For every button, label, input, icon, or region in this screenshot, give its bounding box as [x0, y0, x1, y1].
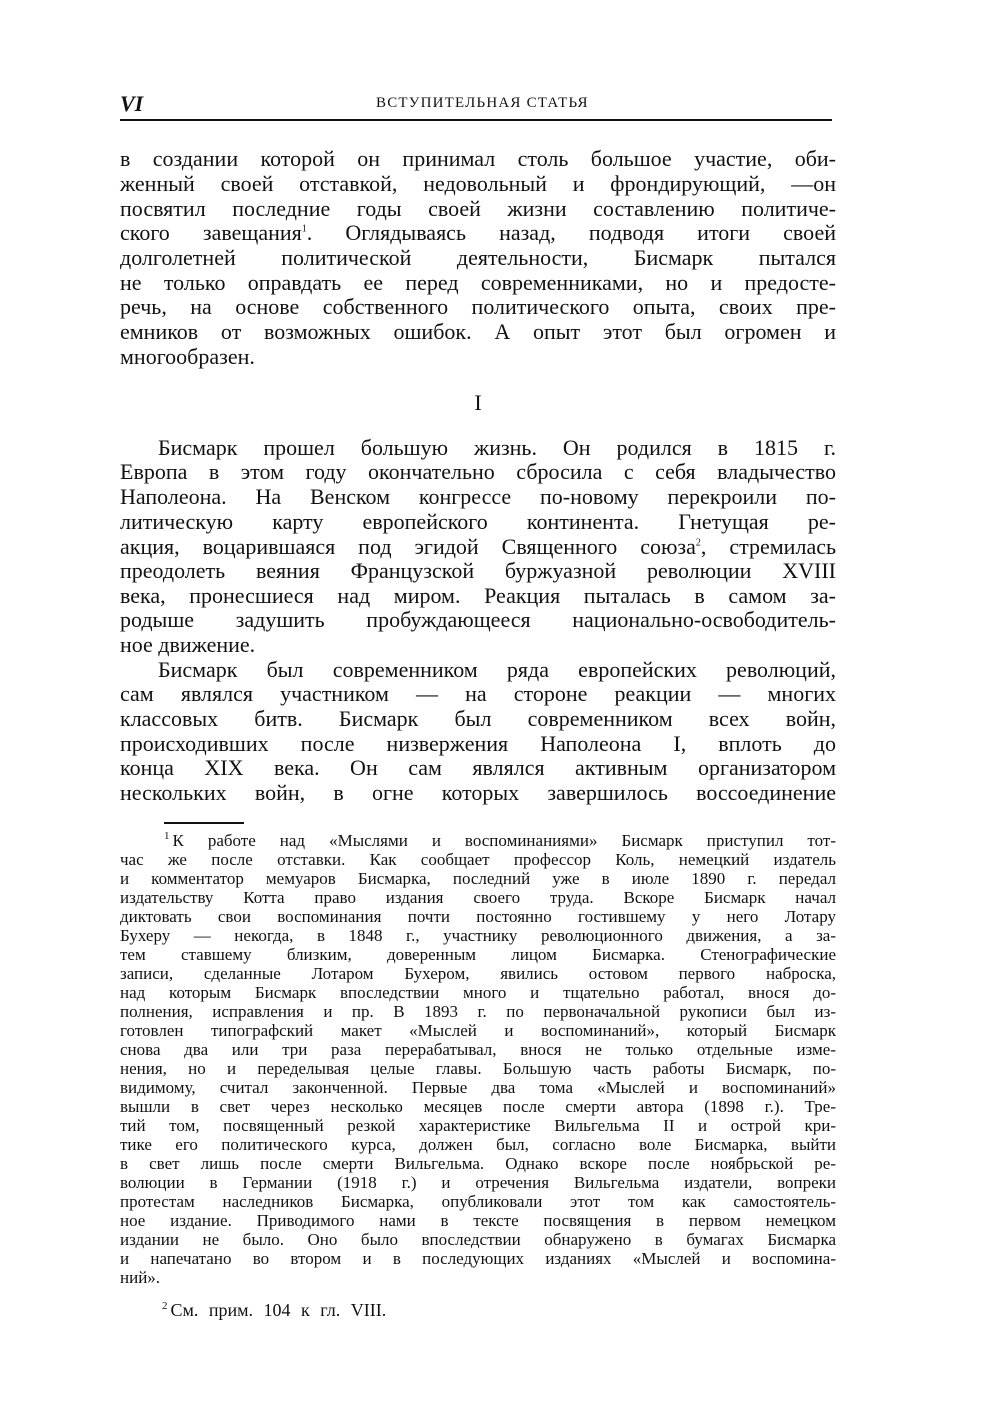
intro-line [120, 221, 836, 245]
section-line: происходивших после низвержения Наполеона I, вплоть до [120, 731, 836, 756]
section-line: литическую карту европейского континента. Гнетущая ре- [120, 509, 836, 534]
footnote-marker-2: 2 [162, 1300, 168, 1312]
section-line: преодолеть веяния Французской буржуазной революции XVIII [120, 558, 836, 583]
section-line: родыше задушить пробуждающееся национально-освободитель- [120, 607, 836, 632]
intro-line: речь, на основе собственного политического опыта, своих пре- [120, 294, 836, 319]
footnote-line: ний». [120, 1268, 161, 1287]
footnote-line: вышли в свет через несколько месяцев после смерти автора (1898 г.). Тре- [120, 1097, 836, 1116]
intro-line: многообразен. [120, 344, 255, 369]
footnote-line: готовлен типографский макет «Мыслей и воспоминаний», который Бисмарк [120, 1021, 836, 1040]
footnote-line: снова два или три раза перерабатывал, внося не только отдельные изме- [120, 1040, 836, 1059]
footnote-line: в свет лишь после смерти Вильгельма. Однако вскоре после ноябрьской ре- [120, 1154, 836, 1173]
intro-line: долголетней политической деятельности, Бисмарк пытался [120, 245, 836, 270]
footnote-line: Бухеру — некогда, в 1848 г., участнику революционного движения, а за- [120, 926, 836, 945]
section-line: ное движение. [120, 632, 256, 657]
footnote-line: тем ставшему близким, доверенным лицом Бисмарка. Стенографические [120, 945, 836, 964]
intro-line: в создании которой он принимал столь большое участие, оби- [120, 146, 836, 171]
footnote-line: и напечатано во втором и в последующих изданиях «Мыслей и воспомина- [120, 1249, 836, 1268]
footnote-ref-1: 1 [301, 223, 307, 235]
section-line-text: акция, воцарившаяся под эгидой Священного союза [120, 534, 696, 559]
intro-line-text: ского завещания [120, 220, 302, 245]
footnote-line: видимому, считал законченной. Первые два тома «Мыслей и воспоминаний» [120, 1078, 836, 1097]
footnote-line-text: К работе над «Мыслями и воспоминаниями» Бисмарк приступил тот- [172, 831, 836, 850]
footnote-line: тике его политического курса, должен был, согласно воле Бисмарка, выйти [120, 1135, 836, 1154]
footnote-line [162, 1301, 836, 1319]
intro-line: не только оправдать ее перед современниками, но и предосте- [120, 270, 836, 295]
footnote-marker-1: 1 [164, 830, 170, 843]
section-line: Наполеона. На Венском конгрессе по-новому перекроили по- [120, 484, 836, 509]
footnote-line: тий том, посвященный резкой характеристике Вильгельма II и острой кри- [120, 1116, 836, 1135]
section-line: Европа в этом году окончательно сбросила с себя владычество [120, 459, 836, 484]
footnote-line: нения, но и переделывая целые главы. Большую часть работы Бисмарк, по- [120, 1059, 836, 1078]
section-line: нескольких войн, в огне которых завершилось воссоединение [120, 780, 836, 805]
footnote-rule [164, 822, 244, 824]
footnote-ref-2: 2 [695, 537, 701, 549]
page-number: VI [120, 91, 144, 116]
intro-line: посвятил последние годы своей жизни составлению политиче- [120, 196, 836, 221]
intro-line: женный своей отставкой, недовольный и фрондирующий, —он [120, 171, 836, 196]
header-rule [120, 119, 832, 121]
section-line: Бисмарк прошел большую жизнь. Он родился в 1815 г. [158, 435, 836, 460]
footnote-line: протестам наследников Бисмарка, опубликовали этот том как самостоятель- [120, 1192, 836, 1211]
section-number: I [474, 390, 482, 415]
footnote-line: издательству Котта право издания своего труда. Вскоре Бисмарк начал [120, 888, 836, 907]
running-title: ВСТУПИТЕЛЬНАЯ СТАТЬЯ [376, 95, 589, 111]
section-line: века, пронесшиеся над миром. Реакция пыталась в самом за- [120, 583, 836, 608]
footnote-line: час же после отставки. Как сообщает профессор Коль, немецкий издатель [120, 850, 836, 869]
footnote-line: издании не было. Оно было впоследствии обнаружено в бумагах Бисмарка [120, 1230, 836, 1249]
section-line: классовых битв. Бисмарк был современником всех войн, [120, 706, 836, 731]
section-line [120, 535, 836, 559]
section-line: сам являлся участником — на стороне реакции — многих [120, 681, 836, 706]
footnote-line: диктовать свои воспоминания почти постоянно гостившему у него Лотару [120, 907, 836, 926]
intro-line: емников от возможных ошибок. А опыт этот был огромен и [120, 319, 836, 344]
footnote-line: волюции в Германии (1918 г.) и отречения Вильгельма издатели, вопреки [120, 1173, 836, 1192]
section-line-text: , стремилась [700, 534, 836, 559]
section-line: конца XIX века. Он сам являлся активным организатором [120, 755, 836, 780]
footnote-line: ное издание. Приводимого нами в тексте посвящения в первом немецком [120, 1211, 836, 1230]
footnote-line: над которым Бисмарк впоследствии много и тщательно работал, внося до- [120, 983, 836, 1002]
intro-line-text: . Оглядываясь назад, подводя итоги своей [306, 220, 836, 245]
footnote-line [164, 832, 836, 850]
footnote-line: полнения, исправления и пр. В 1893 г. по первоначальной рукописи был из- [120, 1002, 836, 1021]
footnote-line: записи, сделанные Лотаром Бухером, явились остовом первого наброска, [120, 964, 836, 983]
footnote-line: и комментатор мемуаров Бисмарка, последний уже в июле 1890 г. передал [120, 869, 836, 888]
footnote-2-text: См. прим. 104 к гл. VIII. [170, 1300, 387, 1320]
section-line: Бисмарк был современником ряда европейских революций, [158, 657, 836, 682]
